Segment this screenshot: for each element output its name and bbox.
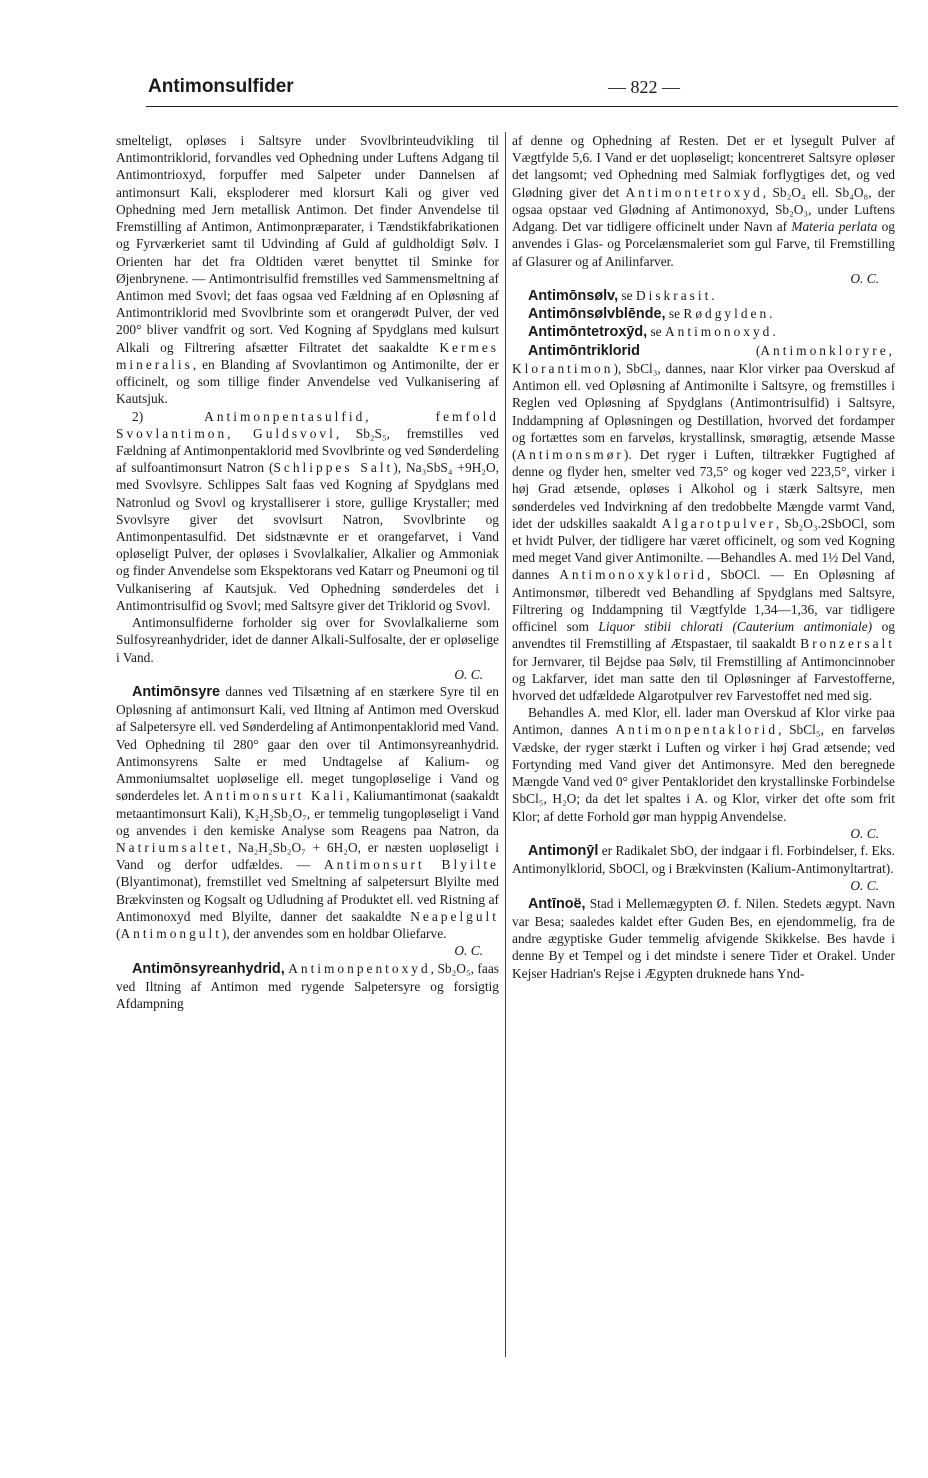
text-run: . <box>772 324 776 340</box>
paragraph <box>116 960 499 1013</box>
entry-headword: Antimōntetroxȳd, <box>528 324 648 341</box>
text-run: og anvendtes til Fremstilling af Ætspastaer, til saakaldt <box>512 619 895 652</box>
header-rule <box>146 106 898 107</box>
spaced-term: Neapelgult <box>410 908 499 924</box>
spaced-term: Bronzersalt <box>800 636 895 652</box>
entry-headword: Antimōnsyreanhydrid, <box>132 960 285 977</box>
spaced-term: Antimongult <box>120 926 222 942</box>
text-run: 2) <box>132 408 205 424</box>
text-run: , Sb₂O₅, faas ved Iltning af Antimon med rygende Salpetersyre og forsigtig Afdampning <box>116 960 499 1011</box>
text-run: ), Na₃SbS₄ +9H₂O, med Svovlsyre. Schlippes Salt faas ved Kogning af Spydglans med Natronlud og Svovl og krystalliserer i store, gullige Krystaller; med Svovlsyre giver det svovlsurt Natron, Svovlbrinte og Antimonpentasulfid. Det sidstnævnte er et orangefarvet, i Vand opløseligt Pulver, der opløses i Svovlalkalier, Alkalier og Ammoniak og finder Anvendelse som Ekspektorans ved Katarr og Pneumoni og til Vulkanisering af Kautsjuk. Ved Ophedning sønderdeles det i Antimontrisulfid og Svovl; med Saltsyre giver det Triklorid og Svovl. <box>116 460 499 613</box>
running-headword: Antimonsulfider <box>148 76 294 97</box>
text-run: ( <box>639 342 761 358</box>
text-run: ), SbCl₃, dannes, naar Klor virker paa Overskud af Antimon ell. ved Opløsning af Antimonilte i Saltsyre, og fremstilles i Reglen ved Opløsning af Spydglans (Antimontrisulfid) i Saltsyre, Inddampning af Opløsningen og Destillation, hvorved det fordamper og fortættes som en farveløs, krystallinsk, smøragtig, ætsende Masse ( <box>512 360 895 462</box>
text-run: , Sb₂O₄ ell. Sb₄O₈, der ogsaa opstaar ved Glødning af Antimonoxyd, Sb₂O₃, under Luftens Adgang. Det var tidligere officinelt under Navn af <box>512 184 895 235</box>
paragraph <box>512 704 895 825</box>
page-number: — 822 — <box>608 77 680 97</box>
text-run: smelteligt, opløses i Saltsyre under Svovlbrinteudvikling til Antimontriklorid, forvandles ved Ophedning under Luftens Adgang til Antimontrioxyd, forpuffer med Salpeter under Dannelsen af antimonsurt Kali, eksploderer med klorsurt Kali og giver ved Ophedning med Jern metallisk Antimon. Det finder Anvendelse til Fremstilling af Antimon, Antimonpræparater, i Tændstikfabrikationen og Fyrværkeriet samt til Udvinding af Guld af guldholdigt Sølv. I Orienten har det fra Oldtiden været benyttet til Sminke for Øjenbrynene. — Antimontrisulfid fremstilles ved Sammensmeltning af Antimon med Svovl; det faas ogsaa ved Fældning af en Opløsning af Antimontriklorid med Svovlbrinte som et orangerødt Pulver, der ved 200° bliver vandfrit og sort. Ved Kogning af Spydglans med kulsurt Alkali og Filtrering afsætter Filtratet det saakaldte <box>116 133 499 355</box>
text-run: , SbCl₅, en farveløs Vædske, der ryger stærkt i Luften og virker i høj Grad ætsende; ved Fortynding med Vand giver det Antimonsyre. Med den beregnede Mængde Vand ved 0° giver Pentakloridet den krystallinske Forbindelse SbCl₅, H₂O; da det let spaltes i A. og Klor, virker det ofte som frit Klor; af dette Forhold gør man hyppig Anvendelse. <box>512 722 896 824</box>
spaced-term: Antimonsmør <box>516 446 624 462</box>
paragraph <box>512 287 895 305</box>
entry-headword: Antimonȳl <box>528 842 599 859</box>
italic-term: Materia perlata <box>791 219 878 235</box>
author-signature: O. C. <box>850 878 879 894</box>
spaced-term: Antimonsurt Blyilte <box>324 857 500 873</box>
spaced-term: Diskrasit <box>635 287 712 303</box>
spaced-term: Antimonpentaklorid <box>615 722 779 738</box>
paragraph <box>512 305 895 323</box>
text-run: , Sb₂O₃.2SbOCl, som et hvidt Pulver, der tidligere har været officinelt, og som ved Kogning med meget Vand giver Antimonilte. —Behandles A. med 1½ Del Vand, dannes <box>512 515 895 583</box>
paragraph <box>116 614 499 666</box>
spaced-term: Rødgylden <box>683 306 770 322</box>
paragraph <box>512 842 895 895</box>
spaced-term: Antimonoxyd <box>664 324 773 340</box>
left-column <box>116 132 499 1012</box>
text-run: , SbOCl. — En Opløsning af Antimonsmør, tilberedt ved Behandling af Spydglans med Saltsyre, Filtrering og Inddampning til Vægtfylde 1,34—1,36, var tidligere officinel som <box>512 567 895 635</box>
paragraph <box>512 895 895 982</box>
paragraph <box>116 683 499 942</box>
paragraph <box>512 323 895 341</box>
text-run: se <box>647 324 665 340</box>
text-run: for Jernvarer, til Bejdse paa Sølv, til Fremstilling af Antimoncinnober og Lakfarver, idet man satte den til Opløsninger af Farvestofferne, hvorved det udfældede Algarotpulver rev Farvestoffet ned med sig. <box>512 653 895 703</box>
paragraph <box>512 132 895 270</box>
text-run: ), der anvendes som en holdbar Oliefarve. <box>221 926 447 942</box>
text-run: , en Blanding af Svovlantimon og Antimonilte, der er officinelt, og som tillige finder Anvendelse ved Vulkanisering af Kautsjuk. <box>116 356 499 407</box>
spaced-term: Kermes mineralis <box>116 339 499 372</box>
spaced-term: Antimontetroxyd <box>625 184 763 200</box>
text-run: se <box>618 287 636 303</box>
entry-headword: Antimōnsølvblēnde, <box>528 306 666 323</box>
text-run: Stad i Mellemægypten Ø. f. Nilen. Stedets ægypt. Navn var Besa; saaledes kaldet efter Guden Bes, en ejendommelig, fra de andre ægyptiske Guder temmelig afvigende Skikkelse. Bes havde i denne By et Tempel og i det mindste i senere Tider et Orakel. Under Kejser Hadrian's Rejse i Ægypten druknede hans Ynd- <box>512 895 895 981</box>
paragraph <box>512 342 895 705</box>
entry-headword: Antimōntriklorid <box>528 342 640 359</box>
text-run: (Blyantimonat), fremstillet ved Smeltning af salpetersurt Blyilte med Brækvinsten og Kogsalt og Udludning af Produktet ell. ved Ristning af Antimonoxyd med Blyilte, danner det saakaldte <box>116 874 499 924</box>
page-header <box>148 76 900 106</box>
right-column <box>512 132 895 982</box>
entry-headword: Antimōnsølv, <box>528 287 619 304</box>
author-signature: O. C. <box>850 270 879 286</box>
text-run: . <box>711 287 715 303</box>
text-run: se <box>665 306 684 322</box>
paragraph <box>116 408 499 615</box>
text-run: , Kaliumantimonat (saakaldt metaantimonsurt Kali), K₂H₂Sb₂O₇, er temmelig tungopløseligt i Vand og anvendes i den kemiske Analyse som Reagens paa Natron, da <box>116 788 500 838</box>
paragraph <box>116 132 499 408</box>
text-run: dannes ved Tilsætning af en stærkere Syre til en Opløsning af antimonsurt Kali, ved Iltning af Antimon med Overskud af Salpetersyre ell. ved Sønderdeling af Antimonpentaklorid med Vand. Ved Ophedning til 280° gaar den over til Antimonsyreanhydrid. Antimonsyrens Salte er med Undtagelse af Kalium- og Ammoniumsaltet uopløselige ell. meget tungopløselige i Vand og sønderdeles let. <box>116 684 499 804</box>
author-signature: O. C. <box>850 825 879 841</box>
spaced-term: Antimonkloryre, Klorantimon <box>512 342 895 376</box>
spaced-term: Antimonpentasulfid, femfold Svovlantimon, Guldsvovl <box>116 408 499 441</box>
spaced-term: Antimonpentoxyd <box>288 960 431 976</box>
entry-headword: Antīnoë, <box>528 895 586 912</box>
text-run: Antimonsulfiderne forholder sig over for Svovlalkalierne som Sulfosyreanhydrider, idet de danner Alkali-Sulfosalte, der er opløselige i Vand. <box>116 615 499 665</box>
text-run: er Radikalet SbO, der indgaar i fl. Forbindelser, f. Eks. Antimonylklorid, SbOCl, og i Brækvinsten (Kalium-Antimonyltartrat). <box>512 842 895 877</box>
column-divider <box>505 132 506 1357</box>
text-run: , Na₂H₂Sb₂O₇ + 6H₂O, er næsten uopløseligt i Vand og derfor udfældes. — <box>116 839 499 873</box>
author-signature: O. C. <box>454 943 483 959</box>
entry-headword: Antimōnsyre <box>132 684 220 700</box>
text-run: og anvendes i Glas- og Porcelænsmaleriet som gul Farve, til Fremstilling af Glasurer og af Anilinfarver. <box>512 219 895 269</box>
spaced-term: Antimonoxyklorid <box>559 567 707 583</box>
spaced-term: Algarotpulver <box>661 515 776 531</box>
text-run: . <box>769 306 773 322</box>
spaced-term: Natriumsaltet <box>116 839 228 855</box>
spaced-term: Antimonsurt Kali <box>203 788 347 804</box>
text-run: ( <box>116 926 121 942</box>
spaced-term: Schlippes Salt <box>273 460 394 476</box>
author-signature: O. C. <box>454 666 483 682</box>
text-run: ). Det ryger i Luften, tiltrækker Fugtighed af denne og flyder hen, smelter ved 73,5° og koger ved 223,5°, virker i høj Grad ætsende, opløses i Alkohol og i stærk Saltsyre, men sønderdeles ved Indvirkning af den tredobbelte Mængde varmt Vand, idet der udskilles saakaldt <box>512 446 895 531</box>
text-run: , Sb₂S₅, fremstilles ved Fældning af Antimonpentaklorid med Svovlbrinte og ved Sønderdeling af sulfoantimonsurt Natron ( <box>116 425 499 476</box>
italic-term: Liquor stibii chlorati (Cauterium antimoniale) <box>598 619 873 635</box>
text-run: Behandles A. med Klor, ell. lader man Overskud af Klor virke paa Antimon, dannes <box>512 705 895 738</box>
text-run: af denne og Ophedning af Resten. Det er et lysegult Pulver af Vægtfylde 5,6. I Vand er det uopløseligt; koncentreret Saltsyre opløser det langsomt; ved Ophedning med Salmiak forflygtiges det, og ved Glødning giver det <box>512 133 895 200</box>
